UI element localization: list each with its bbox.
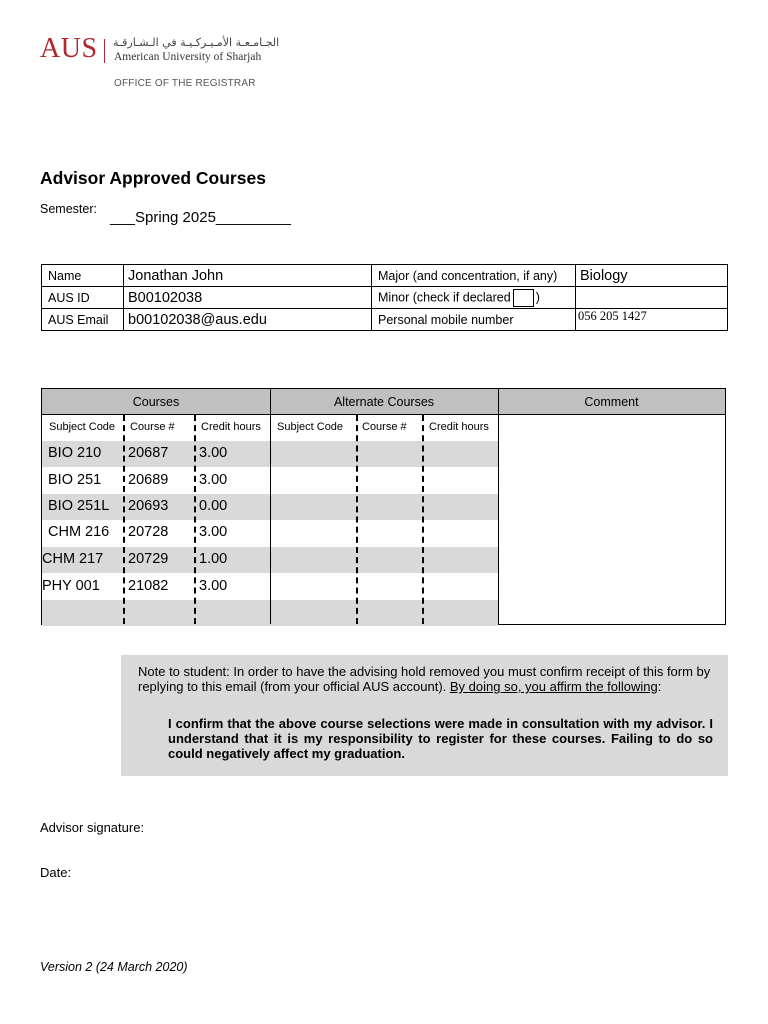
minor-field[interactable] xyxy=(576,287,728,309)
credit-hours-header: Credit hours xyxy=(201,421,261,433)
minor-label-close: ) xyxy=(535,289,540,304)
column-divider xyxy=(498,389,499,624)
comment-group-header: Comment xyxy=(498,389,725,415)
credit-hours-cell[interactable]: 0.00 xyxy=(199,498,228,514)
table-row xyxy=(42,287,728,309)
minor-label: Minor (check if declared xyxy=(378,289,511,304)
course-number-cell[interactable]: 20728 xyxy=(128,524,169,540)
document-title: Advisor Approved Courses xyxy=(40,168,266,188)
aus-email-label: AUS Email xyxy=(42,309,124,331)
alt-credit-hours-header: Credit hours xyxy=(429,421,489,433)
university-name-english: American University of Sharjah xyxy=(114,51,262,63)
alternate-courses-group-header: Alternate Courses xyxy=(270,389,498,415)
minor-declared-checkbox[interactable] xyxy=(513,289,534,307)
course-number-cell[interactable]: 20693 xyxy=(128,498,169,514)
student-info-table xyxy=(41,264,728,331)
note-plain-text: Note to student: In order to have the advising hold removed you must confirm receipt of this form by replying to this email (from your official AUS account). xyxy=(138,664,711,694)
version-label: Version 2 (24 March 2020) xyxy=(40,960,188,974)
office-name: OFFICE OF THE REGISTRAR xyxy=(114,78,256,89)
logo-divider xyxy=(104,39,105,63)
date-label: Date: xyxy=(40,865,72,880)
credit-hours-cell[interactable]: 3.00 xyxy=(199,472,228,488)
credit-hours-cell[interactable]: 1.00 xyxy=(199,551,228,567)
affirmation-text: I confirm that the above course selections were made in consultation with my advisor. I understand that it is my responsibility to register for these courses. Failing to do so could negatively affect my graduation. xyxy=(168,716,713,761)
course-number-cell[interactable]: 20687 xyxy=(128,445,169,461)
alt-course-number-header: Course # xyxy=(362,421,407,433)
table-row xyxy=(42,265,728,287)
mobile-field[interactable]: 056 205 1427 xyxy=(576,309,728,331)
credit-hours-cell[interactable]: 3.00 xyxy=(199,445,228,461)
dashed-divider xyxy=(123,415,125,624)
mobile-label: Personal mobile number xyxy=(372,309,576,331)
aus-id-label: AUS ID xyxy=(42,287,124,309)
credit-hours-cell[interactable]: 3.00 xyxy=(199,524,228,540)
course-number-cell[interactable]: 21082 xyxy=(128,578,169,594)
table-row xyxy=(42,309,728,331)
dashed-divider xyxy=(194,415,196,624)
name-field[interactable]: Jonathan John xyxy=(124,265,372,287)
minor-label-cell xyxy=(372,287,576,309)
subject-code-cell[interactable]: CHM 217 xyxy=(42,551,104,567)
credit-hours-cell[interactable]: 3.00 xyxy=(199,578,228,594)
courses-group-header: Courses xyxy=(42,389,270,415)
subject-code-cell[interactable]: BIO 251 xyxy=(48,472,102,488)
aus-email-field[interactable]: b00102038@aus.edu xyxy=(124,309,372,331)
university-name-arabic: الجـامـعـة الأمـيـركـيـة في الـشـارقـة xyxy=(113,36,280,49)
aus-logo: AUS xyxy=(40,33,98,64)
course-number-header: Course # xyxy=(130,421,175,433)
major-label: Major (and concentration, if any) xyxy=(372,265,576,287)
advisor-signature-label: Advisor signature: xyxy=(40,820,145,835)
dashed-divider xyxy=(422,415,424,624)
subject-code-cell[interactable]: BIO 251L xyxy=(48,498,110,514)
subject-code-header: Subject Code xyxy=(49,421,116,433)
aus-id-field[interactable]: B00102038 xyxy=(124,287,372,309)
alt-subject-code-header: Subject Code xyxy=(277,421,344,433)
course-number-cell[interactable]: 20689 xyxy=(128,472,169,488)
subject-code-cell[interactable]: BIO 210 xyxy=(48,445,102,461)
major-field[interactable]: Biology xyxy=(576,265,728,287)
subject-code-cell[interactable]: PHY 001 xyxy=(42,578,100,594)
note-underlined-text: By doing so, you affirm the following xyxy=(449,679,658,694)
dashed-divider xyxy=(356,415,358,624)
semester-label: Semester: xyxy=(40,202,97,216)
courses-table xyxy=(41,388,726,625)
note-colon: : xyxy=(657,679,662,694)
note-text xyxy=(138,664,713,694)
semester-value: ___Spring 2025_________ xyxy=(110,209,292,226)
name-label: Name xyxy=(42,265,124,287)
student-note-box xyxy=(121,655,728,776)
subject-code-cell[interactable]: CHM 216 xyxy=(48,524,110,540)
column-divider xyxy=(270,389,271,624)
course-number-cell[interactable]: 20729 xyxy=(128,551,169,567)
